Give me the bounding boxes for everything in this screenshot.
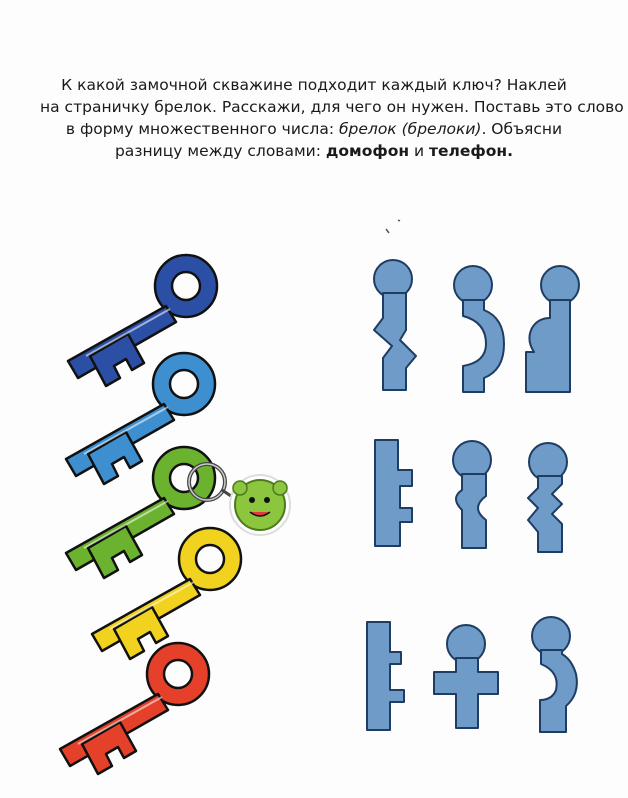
key-red [60, 643, 209, 774]
keyhole-9 [532, 617, 577, 732]
plural-example: брелок (брелоки) [338, 120, 482, 138]
keyhole-4 [375, 440, 412, 546]
keyhole-6 [528, 443, 567, 552]
keyhole-5 [453, 441, 491, 548]
instruction-line-1: К какой замочной скважине подходит каждый ключ? Наклей [61, 76, 567, 94]
stray-mark [386, 220, 400, 233]
instruction-line-4: разницу между словами: домофон и телефон. [114, 142, 514, 160]
keyhole-1 [374, 260, 416, 390]
instruction-line-2: на страничку брелок. Расскажи, для чего он нужен. Поставь это слово [40, 98, 624, 116]
keyhole-8 [434, 625, 498, 728]
keyhole-2 [454, 266, 504, 392]
key-red-icon [60, 643, 209, 774]
word-telefon: телефон. [429, 142, 514, 160]
keyhole-7 [367, 622, 404, 730]
keyholes [374, 260, 579, 392]
instruction-line-3: в форму множественного числа: брелок (брелоки). Объясни [65, 120, 563, 138]
word-domofon: домофон [325, 142, 410, 160]
keyhole-3 [526, 266, 579, 392]
